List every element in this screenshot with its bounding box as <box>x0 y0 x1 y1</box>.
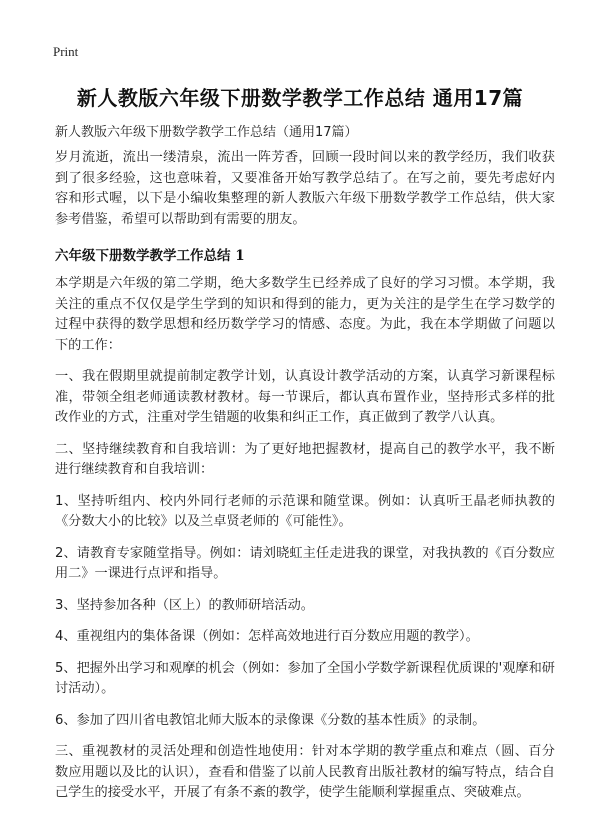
intro-paragraph: 岁月流逝，流出一缕清泉，流出一阵芳香，回顾一段时间以来的教学经历，我们收获到了很多经验，这也意味着，又要准备开始写教学总结了。在写之前，要先考虑好内容和形式喔，以下是小编收集整理的新人教版六年级下册数学教学工作总结，供大家参考借鉴，希望可以帮助到有需要的朋友。 <box>55 150 555 227</box>
page-title: 新人教版六年级下册数学教学工作总结 通用17篇 <box>76 86 524 110</box>
body-paragraph: 6、参加了四川省电教馆北师大版本的录像课《分数的基本性质》的录制。 <box>55 712 486 728</box>
page-subtitle: 新人教版六年级下册数学教学工作总结（通用17篇） <box>55 125 358 140</box>
body-paragraph: 三、重视教材的灵活处理和创造性地使用：针对本学期的教学重点和难点（圆、百分数应用题以及比的认识），查看和借鉴了以前人民教育出版社教材的编写特点，结合自己学生的接受水平，开展了有条不紊的教学，使学生能顺利掌握重点、突破难点。 <box>55 744 555 800</box>
body-paragraph: 5、把握外出学习和观摩的机会（例如：参加了全国小学数学新课程优质课的'观摩和研讨活动）。 <box>55 660 555 696</box>
body-paragraph: 一、我在假期里就提前制定教学计划，认真设计教学活动的方案，认真学习新课程标准，带领全组老师通读教材教材。每一节课后，都认真布置作业，坚持形式多样的批改作业的方式，注重对学生错题的收集和纠正工作，真正做到了教学八认真。 <box>55 369 555 425</box>
body-paragraph: 本学期是六年级的第二学期，绝大多数学生已经养成了良好的学习习惯。本学期，我关注的重点不仅仅是学生学到的知识和得到的能力，更为关注的是学生在学习数学的过程中获得的数学思想和经历数学学习的情感、态度。为此，我在本学期做了问题以下的工作： <box>55 276 555 353</box>
body-paragraph: 二、坚持继续教育和自我培训：为了更好地把握教材，提高自己的教学水平，我不断进行继续教育和自我培训： <box>55 441 555 477</box>
body-paragraph: 3、坚持参加各种（区上）的教师研培活动。 <box>55 597 314 613</box>
body-paragraph: 2、请教育专家随堂指导。例如：请刘晓虹主任走进我的课堂，对我执教的《百分数应用二》一课进行点评和指导。 <box>55 545 555 581</box>
body-paragraph: 1、坚持听组内、校内外同行老师的示范课和随堂课。例如：认真听王晶老师执教的《分数大小的比较》以及兰卓贤老师的《可能性》。 <box>55 493 555 529</box>
print-label[interactable]: Print <box>53 44 79 59</box>
article-body <box>55 148 555 815</box>
body-paragraph: 4、重视组内的集体备课（例如：怎样高效地进行百分数应用题的教学）。 <box>55 629 479 644</box>
section-heading: 六年级下册数学教学工作总结 1 <box>55 248 245 264</box>
